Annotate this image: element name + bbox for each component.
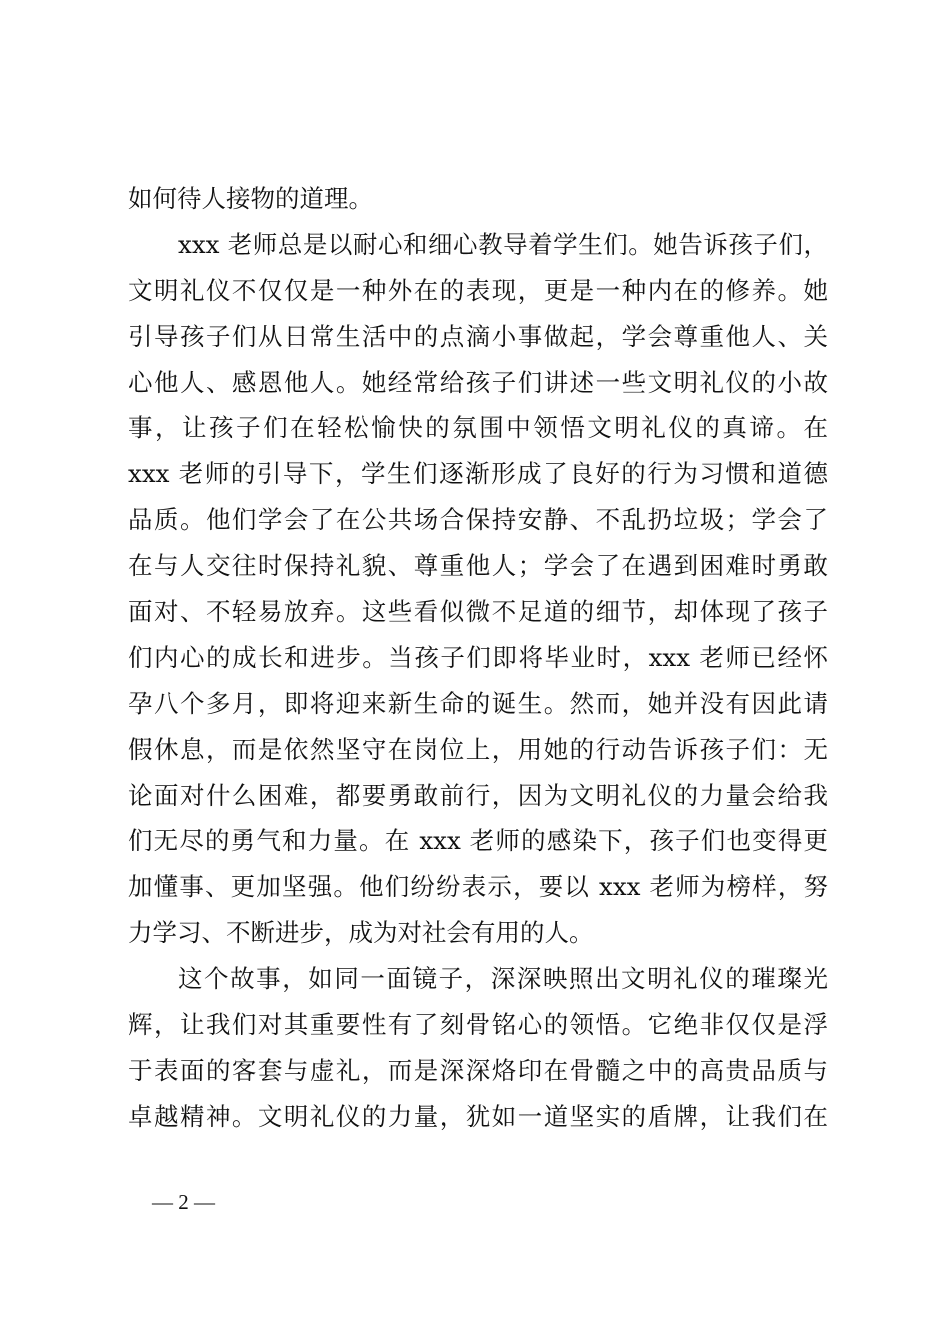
text-line: 这个故事，如同一面镜子，深深映照出文明礼仪的璀璨光 (178, 964, 828, 994)
text-line: 孕八个多月，即将迎来新生命的诞生。然而，她并没有因此请 (128, 688, 828, 718)
text-line: 论面对什么困难，都要勇敢前行，因为文明礼仪的力量会给我 (128, 780, 828, 810)
text-line: 引导孩子们从日常生活中的点滴小事做起，学会尊重他人、关 (128, 321, 828, 351)
text-line: 力学习、不断进步，成为对社会有用的人。 (128, 918, 594, 948)
text-line: 如何待人接物的道理。 (128, 184, 373, 213)
paragraph-2 (128, 222, 828, 956)
page-number: — 2 — (152, 1190, 215, 1214)
paragraph-1 (128, 176, 828, 222)
text-line: 卓越精神。文明礼仪的力量，犹如一道坚实的盾牌，让我们在 (128, 1101, 828, 1131)
text-line: 于表面的客套与虚礼，而是深深烙印在骨髓之中的高贵品质与 (128, 1055, 828, 1085)
text-line: xxx 老师的引导下，学生们逐渐形成了良好的行为习惯和道德 (128, 459, 828, 489)
text-line: 面对、不轻易放弃。这些看似微不足道的细节，却体现了孩子 (128, 597, 828, 627)
text-line: 加懂事、更加坚强。他们纷纷表示，要以 xxx 老师为榜样，努 (128, 872, 828, 902)
text-line: 心他人、感恩他人。她经常给孩子们讲述一些文明礼仪的小故 (128, 367, 828, 397)
text-line: 假休息，而是依然坚守在岗位上，用她的行动告诉孩子们：无 (128, 734, 828, 764)
paragraph-3 (128, 956, 828, 1140)
text-line: xxx 老师总是以耐心和细心教导着学生们。她告诉孩子们， (178, 229, 828, 259)
text-line: 辉，让我们对其重要性有了刻骨铭心的领悟。它绝非仅仅是浮 (128, 1010, 828, 1040)
text-line: 事，让孩子们在轻松愉快的氛围中领悟文明礼仪的真谛。在 (128, 413, 828, 443)
text-line: 文明礼仪不仅仅是一种外在的表现，更是一种内在的修养。她 (128, 275, 828, 305)
text-line: 在与人交往时保持礼貌、尊重他人；学会了在遇到困难时勇敢 (128, 551, 828, 581)
text-line: 们内心的成长和进步。当孩子们即将毕业时，xxx 老师已经怀 (128, 642, 828, 672)
text-line: 品质。他们学会了在公共场合保持安静、不乱扔垃圾；学会了 (128, 505, 828, 535)
document-body (128, 176, 828, 1140)
text-line: 们无尽的勇气和力量。在 xxx 老师的感染下，孩子们也变得更 (128, 826, 828, 856)
